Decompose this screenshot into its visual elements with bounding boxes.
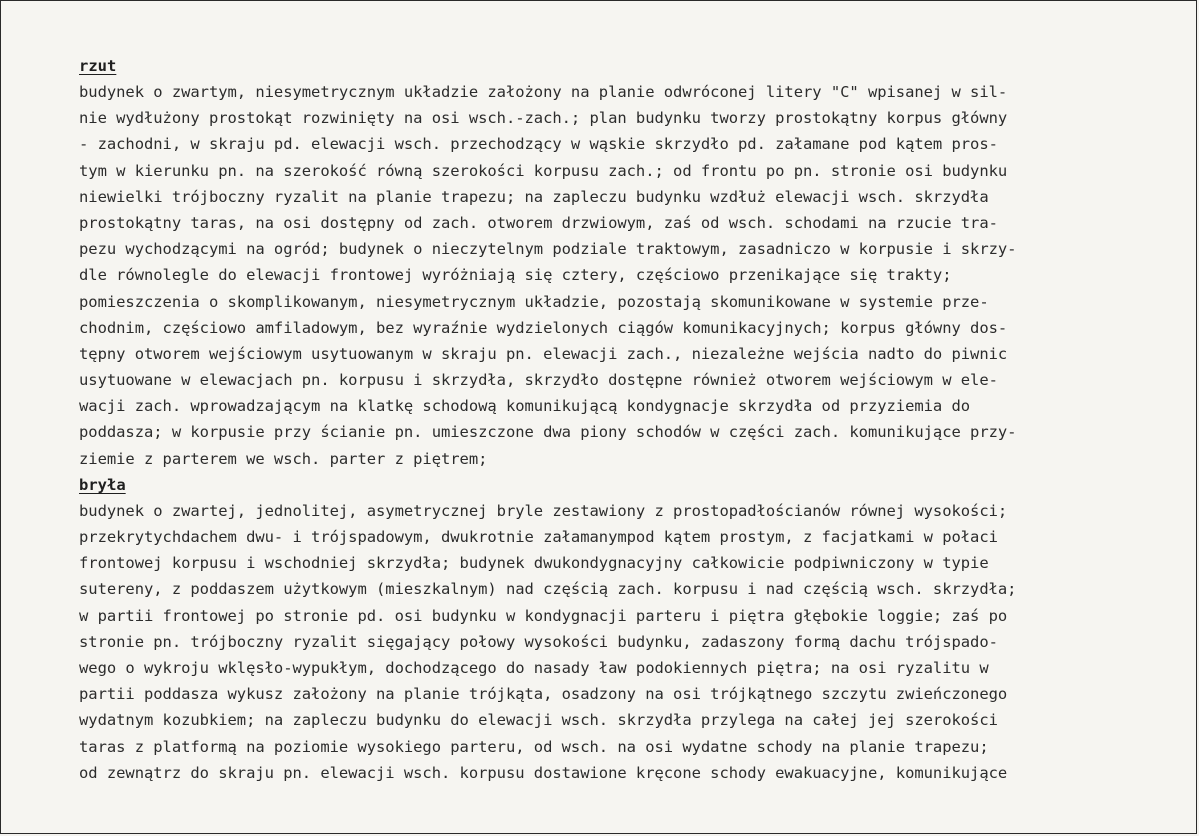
section-heading-rzut: rzut bbox=[79, 57, 117, 75]
text-line: prostokątny taras, na osi dostępny od zach. otworem drzwiowym, zaś od wsch. schodami na rzucie tra- bbox=[79, 213, 998, 232]
text-line: sutereny, z poddaszem użytkowym (mieszkalnym) nad częścią zach. korpusu i nad częścią wsch. skrzydła; bbox=[79, 580, 1017, 599]
text-line: ziemie z parterem we wsch. parter z piętrem; bbox=[79, 449, 488, 468]
text-line: wego o wykroju wklęsło-wypukłym, dochodzącego do nasady ław podokiennych piętra; na osi ryzalitu w bbox=[79, 658, 989, 677]
text-line: partii poddasza wykusz założony na planie trójkąta, osadzony na osi trójkątnego szczytu zwieńczonego bbox=[79, 685, 1008, 704]
text-line: chodnim, częściowo amfiladowym, bez wyraźnie wydzielonych ciągów komunikacyjnych; korpus główny dos- bbox=[79, 318, 1008, 337]
text-line: niewielki trójboczny ryzalit na planie trapezu; na zapleczu budynku wzdłuż elewacji wsch. skrzydła bbox=[79, 187, 989, 206]
text-line: taras z platformą na poziomie wysokiego parteru, od wsch. na osi wydatne schody na planie trapezu; bbox=[79, 737, 989, 756]
section-rzut-text bbox=[79, 79, 1119, 472]
text-line: poddasza; w korpusie przy ścianie pn. umieszczone dwa piony schodów w części zach. komunikujące przy- bbox=[79, 423, 1017, 442]
text-line: w partii frontowej po stronie pd. osi budynku w kondygnacji parteru i piętra głębokie loggie; zaś po bbox=[79, 606, 1008, 625]
text-line: dle równolegle do elewacji frontowej wyróżniają się cztery, częściowo przenikające się trakty; bbox=[79, 266, 952, 285]
text-line: frontowej korpusu i wschodniej skrzydła; budynek dwukondygnacyjny całkowicie podpiwniczony w typie bbox=[79, 554, 989, 573]
text-line: pomieszczenia o skomplikowanym, niesymetrycznym układzie, pozostają skomunikowane w systemie prze- bbox=[79, 292, 989, 311]
text-line: tępny otworem wejściowym usytuowanym w skraju pn. elewacji zach., niezależne wejścia nadto do piwnic bbox=[79, 344, 1008, 363]
section-bryla bbox=[79, 472, 1119, 786]
section-heading-bryla: bryła bbox=[79, 475, 126, 494]
text-line: nie wydłużony prostokąt rozwinięty na osi wsch.-zach.; plan budynku tworzy prostokątny korpus główny bbox=[79, 109, 1008, 128]
text-line: - zachodni, w skraju pd. elewacji wsch. przechodzący w wąskie skrzydło pd. załamane pod kątem pros- bbox=[79, 135, 998, 154]
text-line: tym w kierunku pn. na szerokość równą szerokości korpusu zach.; od frontu po pn. stronie osi budynku bbox=[79, 161, 1008, 180]
text-line: od zewnątrz do skraju pn. elewacji wsch. korpusu dostawione kręcone schody ewakuacyjne, komunikujące bbox=[79, 763, 1008, 782]
text-line: wydatnym kozubkiem; na zapleczu budynku do elewacji wsch. skrzydła przylega na całej jej szerokości bbox=[79, 711, 998, 730]
text-line: budynek o zwartej, jednolitej, asymetrycznej bryle zestawiony z prostopadłościanów równej wysokości; bbox=[79, 501, 1008, 520]
text-line: usytuowane w elewacjach pn. korpusu i skrzydła, skrzydło dostępne również otworem wejściowym w ele- bbox=[79, 371, 998, 390]
text-line: przekrytychdachem dwu- i trójspadowym, dwukrotnie załamanympod kątem prostym, z facjatkami w połaci bbox=[79, 528, 998, 546]
section-bryla-text bbox=[79, 498, 1119, 786]
document-body bbox=[79, 53, 1119, 786]
text-line: stronie pn. trójboczny ryzalit sięgający połowy wysokości budynku, zadaszony formą dachu trójspado- bbox=[79, 632, 998, 651]
text-line: budynek o zwartym, niesymetrycznym układzie założony na planie odwróconej litery "C" wpisanej w sil- bbox=[79, 83, 1008, 101]
text-line: pezu wychodzącymi na ogród; budynek o nieczytelnym podziale traktowym, zasadniczo w korpusie i skrzy- bbox=[79, 240, 1017, 259]
section-rzut bbox=[79, 53, 1119, 472]
text-line: wacji zach. wprowadzającym na klatkę schodową komunikującą kondygnacje skrzydła od przyziemia do bbox=[79, 397, 971, 416]
